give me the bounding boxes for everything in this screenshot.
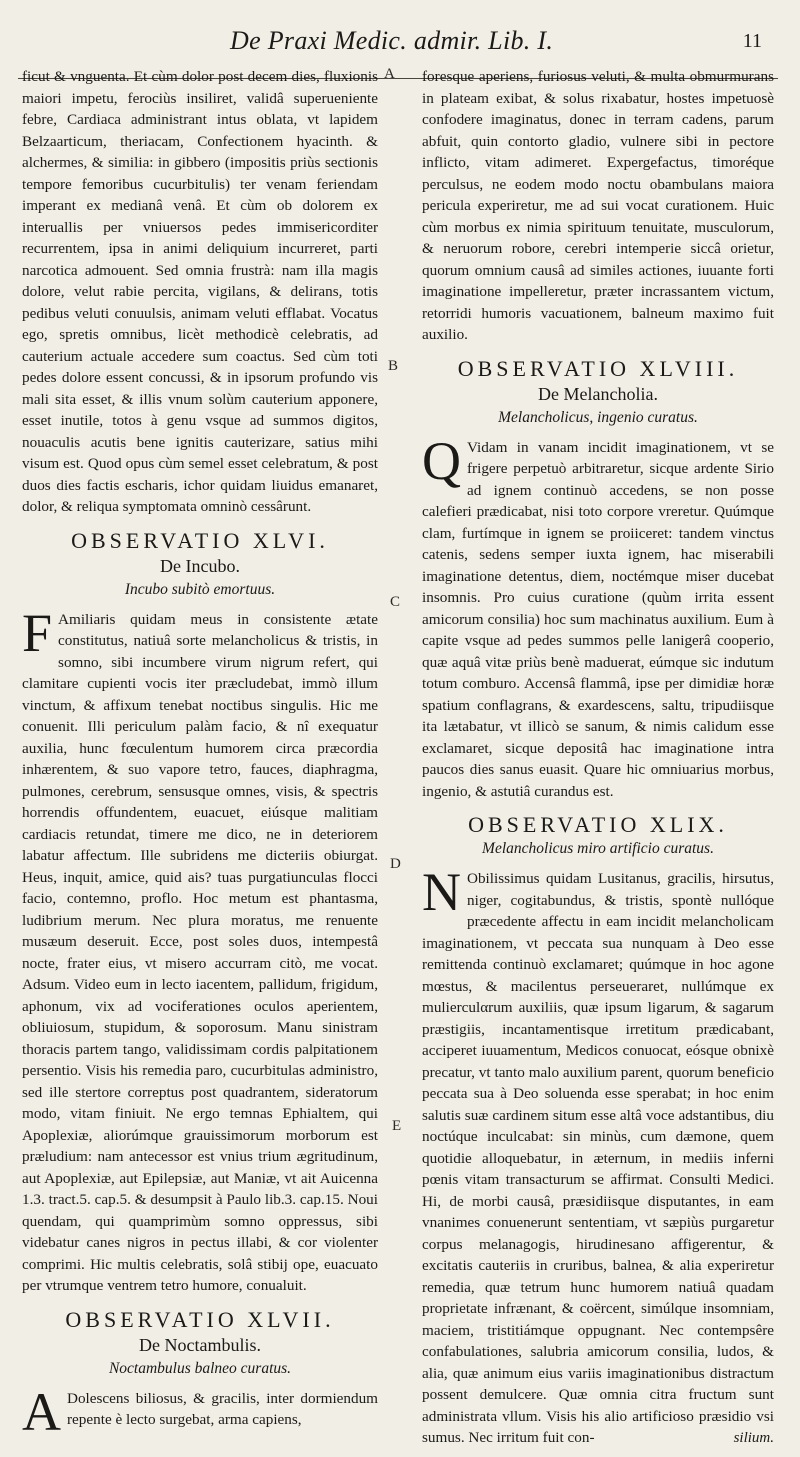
- obs47-paragraph: [22, 1381, 378, 1442]
- obs47-case-title: Noctambulus balneo curatus.: [108, 1359, 292, 1377]
- obs46-subtitle: De Incubo.: [160, 555, 240, 576]
- margin-letter-d: D: [390, 856, 401, 872]
- left-intro-paragraph: ficut & vnguenta. Et cùm dolor post decem dies, fluxionis maiori impetu, ferociùs insiliret, validâ superueniente febre, Cardiaca administrant intus oblata, vt lapidem Belzaarticum, theriacam, Confectionem hyacinth. & alchermes, & similia: in gibbero (impositis priùs sectionis tempore femoribus cucurbitulis) ter venam feriendam imperant ex medianâ venâ. Et cùm ob dolorem ex interuallis per vniuersos pedes immisericorditer recurrentem, ipsa in animi deliquium incurreret, parti narcotica admouent. Sed omnia frustrà: nam illa magis dolore, velut rabie percita, vigilans, & delirans, totis pedibus veluti conuulsis, animam veluti efflabat. Vocatus ego, spretis omnibus, licèt methodicè celebratis, ad cauterium actuale accedere sum coactus. Sed cùm toti pedes dolore essent concussi, & in ipsorum profundo vis mali sita esset, & illis vnum solùm cauterium apponere, esset inutile, totos à genu vsque ad summos digitos, nouaculis acutis bene ignitis cauterizare, satius mihi visum est. Quod opus cùm semel esset celebratum, & post duos dies factis escharis, ichor quidam liuidus emanaret, dolor, & reliqua symptomata omninò cessârunt.: [22, 68, 378, 515]
- obs48-subtitle: De Melancholia.: [538, 383, 658, 404]
- margin-letter-c: C: [390, 594, 401, 610]
- margin-letter-e: E: [392, 1118, 402, 1134]
- obs46-heading: OBSERVATIO XLVI.: [71, 527, 329, 553]
- obs46-text: Amiliaris quidam meus in consistente ætate constitutus, natiuâ sorte melancholicus & tristis, in somno, sibi incumbere virum nigrum refert, qui clamitare cupienti vocis iter præcludebat, immò illum vinctum, & affixum tenebat noctibus singulis. Hic me conuenit. Illi periculum palàm facio, & nî exequatur auxilia, hunc fœculentum humorem circa præcordia inhærentem, & suo vapore tetro, fauces, diaphragma, pulmones, cerebrum, sensusque omnes, visis, & spectris horrendis offundentem, euacuet, eiúsque malitiam cardiacis retundat, timere me dico, ne in deteriorem labatur affectum. Ille subridens me dicteriis obiurgat. Heus, inquit, amice, quid ais? tuas purgatiunculas flocci facio, contemno, proflo. Hoc metum est phantasma, ludibrium merum. Nec plura moratus, me renuente musæum deseruit. Ecce, post soles duos, intempestâ nocte, frater eius, vt misero accurram citò, me vocat. Adsum. Video eum in lecto iacentem, pallidum, frigidum, aphonum, vix ad vociferationes oculos aperientem, obliuiosum, stupidum, & soporosum. Manu sinistram thoracis partem tango, validissimam cordis palpitationem persentio. Visis his remedia paro, cucurbitulas administro, sed ille stertore correptus post quadrantem, sideratorum modo, vitam finiuit. Ne ergo temnas Ephialtem, qui Apoplexiæ, aliorúmque grauissimorum morborum est præludium: nam antecessor est vnius trium ægritudinum, aut Apoplexiæ, aut Epilepsiæ, aut Maniæ, vt ait Auicenna 1.3. tract.5. cap.5. & desumpsit à Paulo lib.3. cap.15. Noui quendam, qui quamprimùm somno oppressus, sibi videbatur canes nigros in pectus illabi, & cor violenter comprimi. Hic multis celebratis, solâ stibij ope, euacuato per vtrumque ventrem tetro humore, conualuit.: [22, 610, 378, 1294]
- obs47-heading: OBSERVATIO XLVII.: [65, 1306, 335, 1332]
- obs47-text: Dolescens biliosus, & gracilis, inter dormiendum repente è lecto surgebat, arma capiens,: [67, 1389, 378, 1428]
- obs47-dropcap: A: [22, 1381, 61, 1442]
- obs48-paragraph: [422, 430, 774, 803]
- obs48-case-title: Melancholicus, ingenio curatus.: [498, 408, 698, 426]
- obs48-text: Vidam in vanam incidit imaginationem, vt se frigere perpetuò arbitraretur, sicque ardente Sirio ad ignem continuò accedens, se non posse calefieri prædicabat, nisi toto corpore vreretur. Quúmque clam, furtímque in ignem se proiiceret: tandem vinctus catenis, sedens semper iuxta ignem, hac miserabili imaginatione detentus, diem, noctémque miser ducebat insomnis. Pro cuius curatione (quùm irrita essent amicorum consilia) hoc sum machinatus auxilium. Eum à capite vsque ad pedes summos pelle lanigerâ cooperio, quæ aquâ vitæ priùs benè maduerat, eúmque sic indutum totum comburo. Accensâ flammâ, ipse per dimidiæ horæ spatium conflagrans, & exardescens, saltu, tripudiisque ita lætabatur, vt illicò se sanum, & nimis calidum esse exclamaret, sicque depositâ hac imaginatione intra paucos dies sanus euasit. Quare hic omniuarius morbus, ingenio, & astutiâ curandus est.: [422, 438, 774, 800]
- obs49-text: Obilissimus quidam Lusitanus, gracilis, hirsutus, niger, cogitabundus, & tristis, spontè nullóque præcedente affectu in eam incidit melancholicam imaginationem, vt peccata sua nunquam à Deo esse remittenda continuò exclamaret; quúmque in hoc agone mœstus, & macilentus perseueraret, nullúmque ex mulierculαrum auxiliis, quæ ipsum ligarum, & sagarum præstigiis, incantamentisque irretitum prædicabant, acciperet iuuamentum, Medicos conuocat, eósque obnixè precatur, vt tanto malo auxilium parent, quorum beneficio peccata sua à Deo soluenda esse sperabat; in hoc enim salutis suæ cardinem situm esse altâ voce adstantibus, diu noctúque inculcabat: sin minùs, cum dæmone, quem quotidie alloquebatur, in æternum, in mediis inferni pœnis vitam transacturum se affirmat. Consulti Medici. Hi, de morbi causâ, præsidiisque disputantes, in eam vnanimes conuenerunt sententiam, vt sæpiùs purgaretur corpus melanagogis, hirudinesano affigerentur, & excitatis cauteriis in cruribus, balnea, & alia experiretur remedia, quæ tetrum hunc humorem natiuâ quadam proprietate infrænant, & coërcent, simúlque insomniam, maciem, tristitiámque oppugnant. Nec contempsêre confabulationes, salubria amicorum consilia, ludos, & alia, quæ animum eius variis imaginationibus distractum possent demulcere. Quæ omnia citra fructum sunt administrata vllum. Visis his alio artificioso præsidio vsi sumus. Nec irritum fuit con-: [422, 870, 774, 1446]
- obs46-dropcap: F: [22, 602, 53, 663]
- obs48-dropcap: Q: [422, 430, 461, 491]
- page-number: 11: [742, 30, 762, 52]
- obs48-heading: OBSERVATIO XLVIII.: [457, 355, 739, 381]
- left-column: [22, 66, 378, 1442]
- running-title: De Praxi Medic. admir. Lib. I.: [230, 26, 554, 55]
- page-header: [0, 22, 800, 62]
- obs49-paragraph: [422, 862, 774, 1449]
- obs49-dropcap: N: [422, 862, 461, 922]
- margin-letter-b: B: [388, 358, 399, 374]
- obs49-heading: OBSERVATIO XLIX.: [468, 812, 728, 837]
- obs47-subtitle: De Noctambulis.: [139, 1334, 261, 1355]
- margin-letter-a: A: [384, 66, 395, 82]
- obs46-paragraph: [22, 602, 378, 1297]
- catchword: silium.: [733, 1430, 774, 1446]
- obs46-case-title: Incubo subitò emortuus.: [124, 580, 276, 598]
- obs49-case-title: Melancholicus miro artificio curatus.: [482, 840, 714, 857]
- right-intro-paragraph: foresque aperiens, furiosus veluti, & multa obmurmurans in plateam exibat, & solus rixabatur, hostes impetuosè confodere imaginatus, donec in terram cadens, parum abfuit, quin contorto gladio, vulnere sibi in pectore inflicto, vitam adimeret. Expergefactus, timoréque perculsus, ne eodem modo noctu obambulans maiora pericula experiretur, me ad sui vocat curationem. Huic cùm morbus ex nimia spirituum tenuitate, musculorum, & neruorum robore, cerebri intemperie siccâ orietur, quorum omnium causâ ad similes actiones, iuuante forti imaginatione impelleretur, præter incrassantem victum, retorridi humoris vacuationem, balneum maximo fuit auxilio.: [422, 68, 774, 343]
